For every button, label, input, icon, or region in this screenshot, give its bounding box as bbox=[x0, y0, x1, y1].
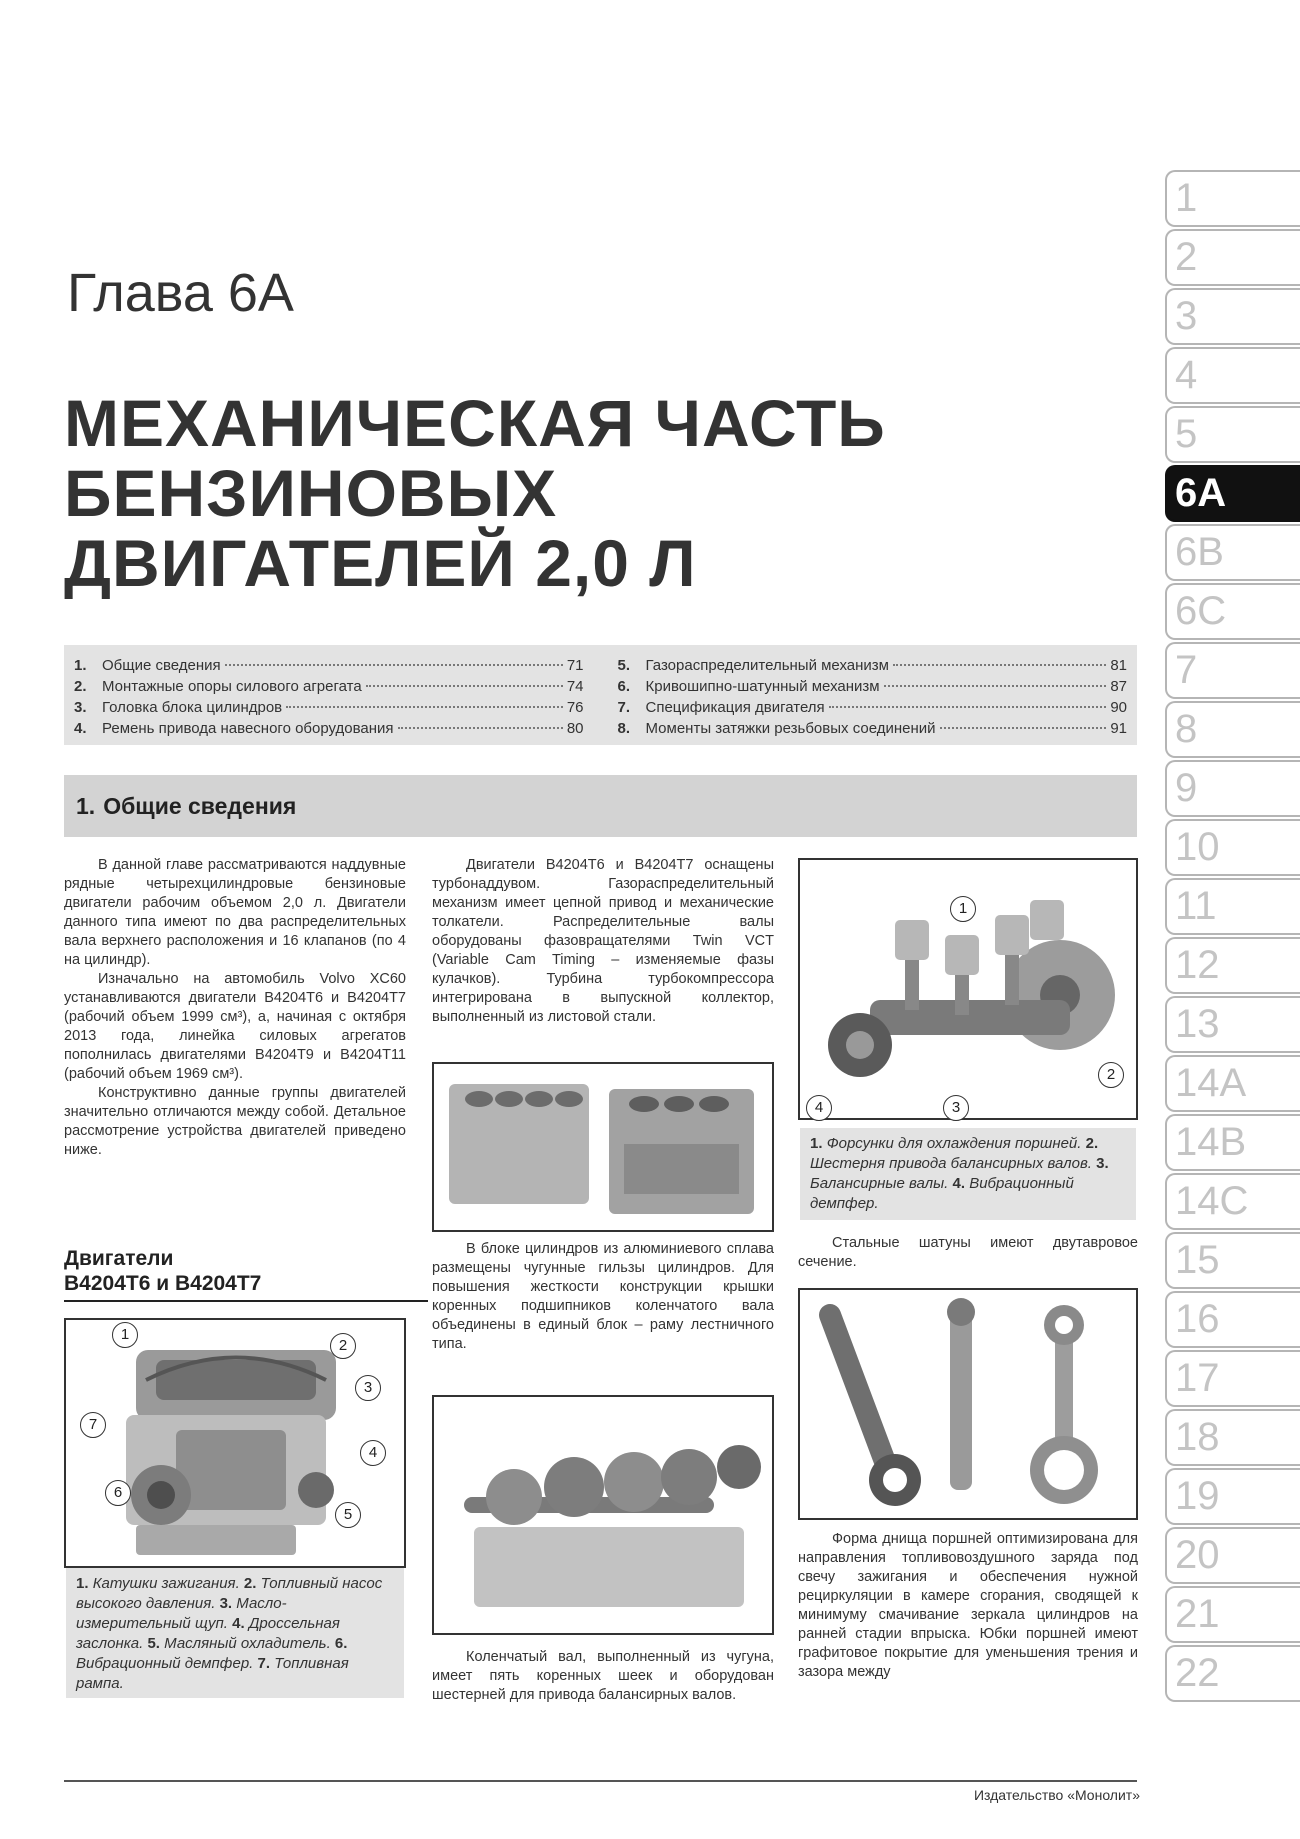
subsection-heading bbox=[64, 1246, 428, 1302]
toc-num: 1. bbox=[74, 657, 87, 674]
publisher-footer: Издательство «Монолит» bbox=[973, 1787, 1140, 1803]
paragraph: Двигатели B4204T6 и B4204T7 оснащены турбонаддувом. Газораспределительный механизм имеет цепной привод и механические толкатели. Распределительные валы оборудованы фазовращателями Twin VCT (Variable Cam Timing – изменяемые фазы кулачков). Турбина турбокомпрессора интегрирована в выпускной коллектор, выполненный из листовой стали. bbox=[432, 857, 774, 1025]
caption-num: 3. bbox=[1096, 1155, 1109, 1172]
callout-4: 4 bbox=[360, 1440, 386, 1466]
tab-3[interactable]: 3 bbox=[1165, 288, 1300, 345]
tab-19[interactable]: 19 bbox=[1165, 1468, 1300, 1525]
paragraph: Изначально на автомобиль Volvo XC60 устанавливаются двигатели B4204T6 и B4204T7 (рабочий объем 1999 см³), а, начиная с октября 2013 года, линейка силовых агрегатов пополнилась двигателями B4204T9 и B4204T11 (рабочий объем 1969 см³). bbox=[64, 971, 406, 1082]
paragraph: Конструктивно данные группы двигателей значительно отличаются между собой. Детальное рассмотрение устройства двигателей приведено ниже. bbox=[64, 1085, 406, 1158]
caption-num: 4. bbox=[232, 1615, 245, 1632]
toc-page: 91 bbox=[1110, 720, 1127, 737]
caption-num: 7. bbox=[257, 1655, 271, 1672]
toc-leader bbox=[225, 664, 563, 666]
tab-15[interactable]: 15 bbox=[1165, 1232, 1300, 1289]
toc-entry[interactable] bbox=[618, 655, 1128, 676]
callout-3: 3 bbox=[355, 1375, 381, 1401]
section-number: 1. bbox=[76, 793, 96, 819]
chapter-label: Глава 6А bbox=[67, 263, 294, 323]
toc-label: Газораспределительный механизм bbox=[645, 657, 889, 674]
tab-12[interactable]: 12 bbox=[1165, 937, 1300, 994]
toc-label: Общие сведения bbox=[102, 657, 221, 674]
toc-num: 8. bbox=[617, 720, 631, 737]
toc-column-left bbox=[74, 655, 584, 745]
tab-14b[interactable]: 14B bbox=[1165, 1114, 1300, 1171]
paragraph: В блоке цилиндров из алюминиевого сплава размещены чугунные гильзы цилиндров. Для повышения жесткости конструкции крышки коренных подшипников коленчатого вала объединены в единый блок – раму лестничного типа. bbox=[432, 1241, 774, 1352]
tab-9[interactable]: 9 bbox=[1165, 760, 1300, 817]
tab-21[interactable]: 21 bbox=[1165, 1586, 1300, 1643]
title-line: МЕХАНИЧЕСКАЯ ЧАСТЬ bbox=[64, 386, 886, 460]
tab-6c[interactable]: 6C bbox=[1165, 583, 1300, 640]
table-of-contents bbox=[64, 645, 1137, 745]
title-line: ДВИГАТЕЛЕЙ 2,0 Л bbox=[64, 526, 697, 600]
caption-num: 2. bbox=[1085, 1135, 1099, 1152]
callout-2: 2 bbox=[330, 1333, 356, 1359]
toc-num: 3. bbox=[74, 699, 87, 716]
engine-figure-caption bbox=[66, 1568, 404, 1698]
toc-entry[interactable] bbox=[618, 697, 1128, 718]
callout-crank-2: 2 bbox=[1098, 1062, 1124, 1088]
tab-4[interactable]: 4 bbox=[1165, 347, 1300, 404]
engine-figure bbox=[64, 1318, 406, 1568]
toc-leader bbox=[398, 727, 563, 729]
crank-figure-caption bbox=[800, 1128, 1136, 1220]
text-column-2b bbox=[432, 1240, 774, 1354]
toc-page: 74 bbox=[566, 678, 584, 695]
text-column-2c bbox=[432, 1648, 774, 1705]
connecting-rods-illustration bbox=[800, 1290, 1136, 1518]
toc-page: 87 bbox=[1110, 678, 1127, 695]
toc-leader bbox=[286, 706, 563, 708]
footer-rule bbox=[64, 1780, 1137, 1782]
paragraph: Коленчатый вал, выполненный из чугуна, имеет пять коренных шеек и оборудован шестерней для привода балансирных валов. bbox=[432, 1649, 774, 1703]
subsection-heading-line: B4204T6 и B4204T7 bbox=[64, 1272, 262, 1295]
crankshaft-block-figure bbox=[432, 1395, 774, 1635]
caption-text: Балансирные валы. bbox=[810, 1175, 949, 1192]
text-column-1 bbox=[64, 856, 406, 1160]
tab-2[interactable]: 2 bbox=[1165, 229, 1300, 286]
caption-text: Топливный насос высокого давления. bbox=[76, 1575, 383, 1612]
caption-num: 3. bbox=[219, 1595, 233, 1612]
tab-10[interactable]: 10 bbox=[1165, 819, 1300, 876]
crankshaft-illustration bbox=[434, 1397, 772, 1633]
callout-crank-4: 4 bbox=[806, 1095, 832, 1121]
toc-num: 2. bbox=[74, 678, 87, 695]
tab-14c[interactable]: 14C bbox=[1165, 1173, 1300, 1230]
text-column-2 bbox=[432, 856, 774, 1027]
paragraph: Стальные шатуны имеют двутавровое сечение. bbox=[798, 1235, 1138, 1270]
caption-num: 2. bbox=[243, 1575, 257, 1592]
caption-text: Шестерня привода балансирных валов. bbox=[810, 1155, 1092, 1172]
callout-5: 5 bbox=[335, 1502, 361, 1528]
tab-6a[interactable]: 6A bbox=[1165, 465, 1300, 522]
toc-label: Кривошипно-шатунный механизм bbox=[645, 678, 880, 695]
tab-5[interactable]: 5 bbox=[1165, 406, 1300, 463]
toc-num: 5. bbox=[617, 657, 631, 674]
tab-1[interactable]: 1 bbox=[1165, 170, 1300, 227]
toc-page: 80 bbox=[566, 720, 584, 737]
caption-num: 5. bbox=[147, 1635, 160, 1652]
toc-label: Ремень привода навесного оборудования bbox=[102, 720, 394, 737]
callout-7: 7 bbox=[80, 1412, 106, 1438]
cylinder-block-figure bbox=[432, 1062, 774, 1232]
toc-leader bbox=[940, 727, 1107, 729]
caption-text: Топливная рампа. bbox=[76, 1655, 349, 1692]
tab-6b[interactable]: 6B bbox=[1165, 524, 1300, 581]
toc-label: Моменты затяжки резьбовых соединений bbox=[645, 720, 936, 737]
tab-16[interactable]: 16 bbox=[1165, 1291, 1300, 1348]
caption-text: Катушки зажигания. bbox=[92, 1575, 240, 1592]
toc-label: Спецификация двигателя bbox=[645, 699, 825, 716]
toc-num: 7. bbox=[617, 699, 631, 716]
toc-label: Головка блока цилиндров bbox=[102, 699, 283, 716]
title-line: БЕНЗИНОВЫХ bbox=[64, 456, 558, 530]
toc-num: 6. bbox=[617, 678, 631, 695]
caption-text: Вибрационный демпфер. bbox=[810, 1175, 1074, 1212]
callout-crank-3: 3 bbox=[943, 1095, 969, 1121]
caption-num: 6. bbox=[334, 1635, 348, 1652]
paragraph: В данной главе рассматриваются наддувные рядные четырехцилиндровые бензиновые двигатели рабочим объемом 2,0 л. Двигатели данного типа имеют по два распределительных вала верхнего расположения и 16 клапанов (по 4 на цилиндр). bbox=[64, 857, 406, 968]
caption-text: Масло-измерительный щуп. bbox=[76, 1595, 287, 1632]
page-title bbox=[64, 388, 886, 598]
caption-text: Дроссельная заслонка. bbox=[76, 1615, 340, 1652]
tab-18[interactable]: 18 bbox=[1165, 1409, 1300, 1466]
caption-num: 1. bbox=[76, 1575, 89, 1592]
callout-1: 1 bbox=[112, 1322, 138, 1348]
engine-illustration bbox=[66, 1320, 404, 1566]
toc-column-right bbox=[618, 655, 1128, 745]
toc-label: Монтажные опоры силового агрегата bbox=[102, 678, 362, 695]
toc-entry[interactable] bbox=[74, 655, 584, 676]
toc-leader bbox=[884, 685, 1107, 687]
text-column-3b bbox=[798, 1530, 1138, 1682]
toc-num: 4. bbox=[74, 720, 87, 737]
toc-leader bbox=[893, 664, 1106, 666]
toc-page: 71 bbox=[566, 657, 584, 674]
toc-leader bbox=[366, 685, 563, 687]
callout-crank-1: 1 bbox=[950, 896, 976, 922]
chapter-tabs bbox=[1165, 170, 1300, 1704]
paragraph: Форма днища поршней оптимизирована для направления топливовоздушного заряда под свечу зажигания и обеспечения нужной рециркуляции в камере сгорания, сводящей к минимуму смачивание зеркала цилиндров на ранней стадии впрыска. Юбки поршней имеют графитовое покрытие для уменьшения трения и зазора между bbox=[798, 1531, 1138, 1680]
caption-num: 4. bbox=[952, 1175, 966, 1192]
tab-8[interactable]: 8 bbox=[1165, 701, 1300, 758]
caption-num: 1. bbox=[810, 1135, 823, 1152]
toc-entry[interactable] bbox=[618, 718, 1128, 739]
toc-entry[interactable] bbox=[74, 676, 584, 697]
tab-22[interactable]: 22 bbox=[1165, 1645, 1300, 1702]
toc-entry[interactable] bbox=[618, 676, 1128, 697]
tab-14a[interactable]: 14A bbox=[1165, 1055, 1300, 1112]
toc-entry[interactable] bbox=[74, 718, 584, 739]
toc-leader bbox=[829, 706, 1107, 708]
callout-6: 6 bbox=[105, 1480, 131, 1506]
caption-text: Масляный охладитель. bbox=[164, 1635, 331, 1652]
cylinder-block-illustration bbox=[434, 1064, 772, 1230]
toc-page: 81 bbox=[1110, 657, 1127, 674]
section-title: Общие сведения bbox=[103, 793, 297, 819]
subsection-heading-line: Двигатели bbox=[64, 1247, 174, 1270]
tab-13[interactable]: 13 bbox=[1165, 996, 1300, 1053]
caption-text: Вибрационный демпфер. bbox=[76, 1655, 254, 1672]
section-header bbox=[64, 775, 1137, 837]
caption-text: Форсунки для охлаждения поршней. bbox=[826, 1135, 1082, 1152]
tab-17[interactable]: 17 bbox=[1165, 1350, 1300, 1407]
toc-page: 90 bbox=[1110, 699, 1127, 716]
connecting-rods-figure bbox=[798, 1288, 1138, 1520]
tab-20[interactable]: 20 bbox=[1165, 1527, 1300, 1584]
tab-11[interactable]: 11 bbox=[1165, 878, 1300, 935]
toc-entry[interactable] bbox=[74, 697, 584, 718]
text-column-3 bbox=[798, 1234, 1138, 1272]
tab-7[interactable]: 7 bbox=[1165, 642, 1300, 699]
toc-page: 76 bbox=[566, 699, 584, 716]
